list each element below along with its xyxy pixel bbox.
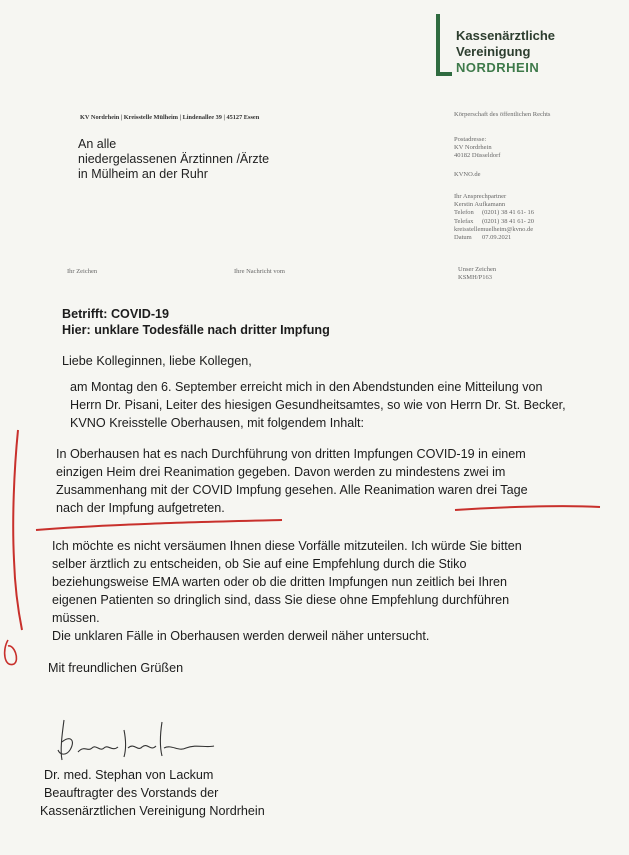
underline-drei-tage (455, 506, 600, 510)
signer-block (40, 766, 265, 820)
paragraph-line: einzigen Heim drei Reanimation gegeben. Davon werden zu mindestens zwei im (56, 465, 506, 479)
recipient-line: niedergelassenen Ärztinnen /Ärzte (78, 152, 270, 166)
contact-value: (0201) 38 41 61- 20 (482, 217, 534, 225)
signer-title: Beauftragter des Vorstands der (44, 786, 219, 800)
unser-zeichen-value: KSMH/P163 (458, 274, 492, 282)
paragraph-line: nach der Impfung aufgetreten. (56, 501, 225, 515)
sender-line: KV Nordrhein | Kreisstelle Mülheim | Lindenallee 39 | 45127 Essen (80, 114, 260, 121)
margin-scribble-mark (5, 640, 17, 665)
contact-value: Kerstin Aufkamann (454, 201, 506, 209)
paragraph-line: KVNO Kreisstelle Oberhausen, mit folgendem Inhalt: (70, 416, 364, 430)
logo-line-3: NORDRHEIN (456, 60, 540, 75)
paragraph-line: eigenen Patienten so dringlich sind, dass Sie diese ohne Empfehlung durchführen (52, 593, 510, 607)
signer-organization: Kassenärztlichen Vereinigung Nordrhein (40, 804, 265, 818)
postal-line: Postadresse: (454, 136, 487, 143)
paragraph-line: Ich möchte es nicht versäumen Ihnen diese Vorfälle mitzuteilen. Ich würde Sie bitten (52, 539, 522, 553)
paragraph-line: Die unklaren Fälle in Oberhausen werden derweil näher untersucht. (52, 629, 430, 643)
paragraph-line: In Oberhausen hat es nach Durchführung von dritten Impfungen COVID-19 in einem (56, 447, 526, 461)
paragraph-line: am Montag den 6. September erreicht mich in den Abendstunden eine Mitteilung von (70, 380, 543, 394)
paragraph-line: Herrn Dr. Pisani, Leiter des hiesigen Gesundheitsamtes, so wie von Herrn Dr. St. Becker, (70, 398, 566, 412)
signer-name: Dr. med. Stephan von Lackum (44, 768, 214, 782)
recipient-line: in Mülheim an der Ruhr (78, 167, 208, 181)
ihr-zeichen-label: Ihr Zeichen (67, 268, 98, 275)
paragraph-line: Zusammenhang mit der COVID Impfung gesehen. Alle Reanimation waren drei Tage (56, 483, 528, 497)
website: KVNO.de (454, 171, 481, 178)
unser-zeichen-label: Unser Zeichen (458, 266, 497, 273)
underline-impfung (36, 520, 282, 530)
paragraph-line: selber ärztlich zu entscheiden, ob Sie auf eine Empfehlung durch die Stiko (52, 557, 467, 571)
signature (58, 720, 214, 760)
contact-value: kreisstellemuelheim@kvno.de (454, 225, 534, 233)
contact-key: Telefax (454, 217, 474, 225)
postal-line: KV Nordrhein (454, 144, 492, 152)
logo-line-1: Kassenärztliche (456, 28, 555, 43)
postal-line: 40182 Düsseldorf (454, 152, 501, 160)
contact-value: (0201) 38 41 61- 16 (482, 209, 534, 217)
paragraph-line: beziehungsweise EMA warten oder ob die dritten Impfungen nun zeitlich bei Ihren (52, 575, 508, 589)
ihre-nachricht-label: Ihre Nachricht vom (234, 268, 285, 275)
logo-line-2: Vereinigung (456, 44, 531, 59)
subject-line: Hier: unklare Todesfälle nach dritter Impfung (62, 323, 330, 337)
margin-bracket-mark (13, 430, 22, 630)
greeting: Liebe Kolleginnen, liebe Kollegen, (62, 354, 252, 368)
recipient-line: An alle (78, 137, 117, 151)
contact-key: Telefon (454, 209, 474, 217)
contact-value: 07.09.2021 (482, 234, 512, 242)
contact-value: Ihr Ansprechpartner (454, 193, 507, 200)
subject-line: Betrifft: COVID-19 (62, 307, 170, 321)
closing: Mit freundlichen Grüßen (48, 661, 184, 675)
contact-key: Datum (454, 234, 472, 242)
legal-status: Körperschaft des öffentlichen Rechts (454, 111, 551, 118)
paragraph-line: müssen. (52, 611, 100, 625)
